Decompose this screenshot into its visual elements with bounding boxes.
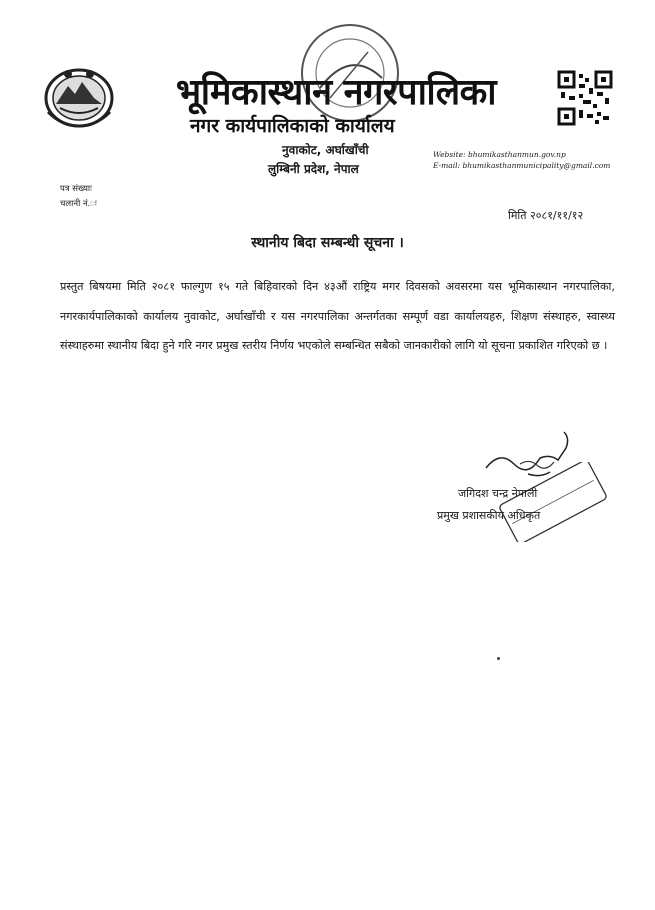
signatory-name: जगिदश चन्द्र नेपाली [458,487,538,500]
scan-speck [497,657,500,660]
address-line-2: लुम्बिनी प्रदेश, नेपाल [268,162,359,176]
dispatch-number-label: चलानी नं.ः [60,199,97,209]
signatory-stamp-icon [497,462,609,542]
letter-number-label: पत्र संख्याः [60,184,92,194]
office-name: भूमिकास्थान नगरपालिका [175,72,497,113]
notice-heading: स्थानीय बिदा सम्बन्धी सूचना । [251,235,404,251]
address-line-1: नुवाकोट, अर्घाखाँची [282,143,369,157]
signatory-title: प्रमुख प्रशासकीय अधिकृत [437,509,541,522]
nepal-emblem-icon [42,64,116,130]
email-text[interactable]: E-mail: bhumikasthanmunicipality@gmail.com [433,161,611,170]
notice-date: मिति २०८१/११/१२ [508,209,584,222]
office-subtitle: नगर कार्यपालिकाको कार्यालय [190,115,395,137]
website-text[interactable]: Website: bhumikasthanmun.gov.np [433,150,566,159]
notice-body: प्रस्तुत बिषयमा मिति २०८१ फाल्गुण १५ गते बिहिवारको दिन ४३औं राष्ट्रिय मगर दिवसको अवसरमा यस भूमिकास्थान नगरपालिका, नगरकार्यपालिकाको कार्यालय नुवाकोट, अर्घाखाँची र यस नगरपालिका अन्तर्गतका सम्पूर्ण वडा कार्यालयहरु, शिक्षण संस्थाहरु, स्वास्थ्य संस्थाहरुमा स्थानीय बिदा हुने गरि नगर प्रमुख स्तरीय निर्णय भएकोले सम्बन्धित सबैको जानकारीको लागि यो सूचना प्रकाशित गरिएको छ । [60,280,615,352]
qr-code-icon [557,70,613,126]
